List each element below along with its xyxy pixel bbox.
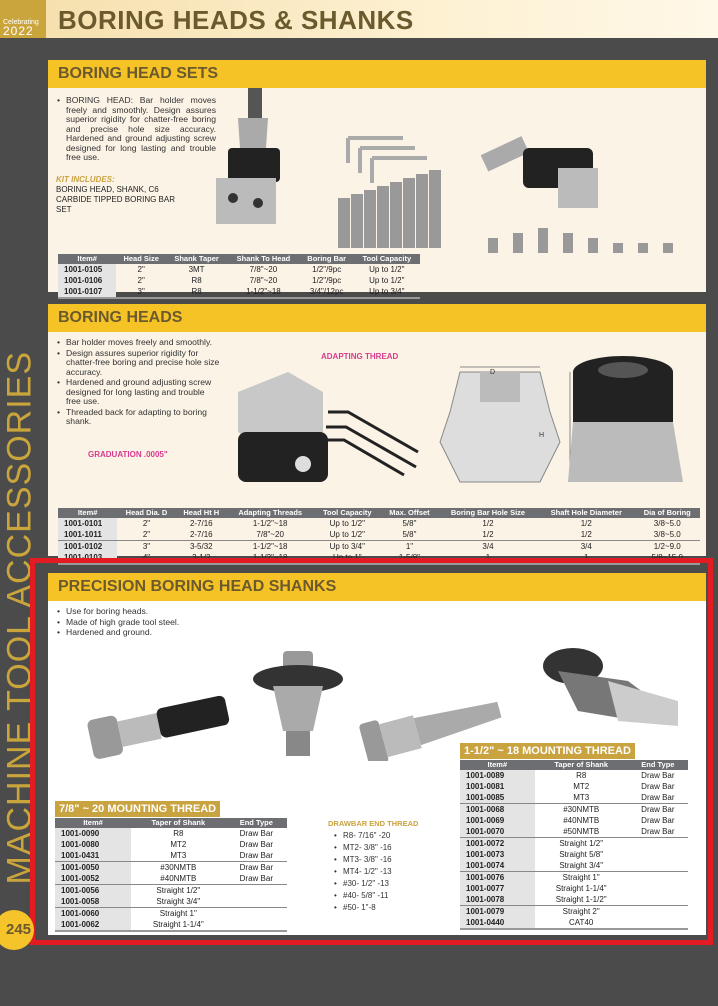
table-row [460,894,688,906]
table-cell: R8 [191,287,202,296]
table-cell: 4" [142,553,151,562]
table-cell: R8 [173,829,184,838]
diagram-h-label: H [539,432,545,439]
item-number: 1001-0058 [55,896,131,908]
table-cell: Straight 1-1/2" [555,895,607,904]
kit-label: KIT INCLUDES: [56,175,115,184]
table-cell: Straight 2" [535,906,628,918]
table-row [58,529,700,541]
table-cell: Draw Bar [239,851,273,860]
table-row [58,275,420,286]
column-header: Dia of Boring [634,508,700,518]
page-title: BORING HEADS & SHANKS [58,5,414,35]
item-number: 1001-0431 [55,850,131,862]
section-title: PRECISION BORING HEAD SHANKS [48,573,706,601]
item-number: 1001-0081 [460,781,535,792]
table-cell: MT3 [573,793,590,802]
column-header: Max. Offset [381,508,438,518]
bullet: • Use for boring heads. [56,607,256,617]
column-header: Head Size [116,254,166,264]
page-number: 245 [0,910,34,950]
column-header: Tool Capacity [314,508,381,518]
anniversary-logo [0,0,46,38]
logo-year: 2022 [3,24,34,38]
table-row [55,919,287,931]
drawbar-thread-list [333,830,453,914]
table-cell [628,849,688,860]
precision-shanks-section [48,573,706,935]
table-cell: #30NMTB [535,804,628,816]
item-number: 1001-0056 [55,885,131,897]
bullet: • Made of high grade tool steel. [56,618,256,628]
table-cell: 1" [381,541,438,553]
table-cell: 1/2~9.0 [634,541,700,553]
table-header [55,818,287,828]
item-number: 1001-0073 [460,849,535,860]
boring-head-sets-section [48,60,706,296]
item-number: 1001-0085 [460,792,535,804]
table-cell: 2" [137,276,145,285]
table-row [460,917,688,929]
table-cell [226,919,287,931]
table-cell: 3/8~5.0 [653,530,681,539]
table-cell [628,917,688,929]
item-number: 1001-0062 [55,919,131,931]
item-number: 1001-0060 [55,908,131,920]
table-row [55,839,287,850]
drawbar-thread-item: • MT4- 1/2" -13 [333,866,453,877]
table-cell: Draw Bar [226,862,287,874]
boring-head-sets-table [58,254,420,299]
table-row [55,896,287,908]
column-header: Shaft Hole Diameter [538,508,634,518]
table-cell: 1-5/8" [398,553,420,562]
table-row [460,860,688,872]
item-number: 1001-0076 [460,872,535,884]
table-cell: Straight 1/2" [535,838,628,850]
table-cell: 2" [137,265,145,274]
item-number: 1001-0106 [58,275,116,286]
item-number: 1001-0069 [460,815,535,826]
table-cell: Straight 5/8" [559,850,604,859]
table-cell [628,883,688,894]
diagram-d-label: D [490,369,496,376]
table-cell: Up to 1/2" [329,530,365,539]
table-cell: Up to 1/2" [369,265,405,274]
table-row [58,286,420,298]
table-cell: MT3 [170,851,187,860]
table-cell: R8 [576,771,587,780]
section-title: BORING HEADS [48,304,706,332]
table-cell: 3-1/2 [192,553,211,562]
table-row [460,815,688,826]
table-cell: 3/4 [538,541,634,553]
table-cell: #50NMTB [563,827,600,836]
table-row [460,849,688,860]
item-number: 1001-0102 [58,541,117,553]
item-number: 1001-0105 [58,264,116,275]
boring-heads-section [48,304,706,562]
item-number: 1001-0107 [58,286,116,298]
column-header: Adapting Threads [227,508,314,518]
table-row [55,828,287,839]
table-row [460,906,688,918]
table-cell: MT2 [170,840,187,849]
table-cell [226,896,287,908]
graduation-label: GRADUATION .0005" [88,450,168,459]
table-row [460,804,688,816]
column-header: Shank Taper [166,254,227,264]
mounting-thread-1-1-2-label: 1-1/2" ~ 18 MOUNTING THREAD [460,743,635,759]
table-cell: 3" [117,541,176,553]
table-row [460,826,688,838]
feature-list [56,607,256,639]
table-cell: 1/2"/9pc [312,276,342,285]
item-number: 1001-0074 [460,860,535,872]
item-number: 1001-0052 [55,873,131,885]
drawbar-label: DRAWBAR END THREAD [328,819,419,828]
column-header: Boring Bar [300,254,354,264]
table-cell: #40NMTB [160,874,197,883]
kit-contents: BORING HEAD, SHANK, C6 CARBIDE TIPPED BORING BAR SET [56,185,175,214]
table-cell: Up to 1" [332,553,362,562]
table-cell: Draw Bar [239,840,273,849]
table-cell: #30NMTB [131,862,226,874]
item-number: 1001-0078 [460,894,535,906]
table-cell: 3-5/32 [176,541,227,553]
item-number: 1001-0080 [55,839,131,850]
column-header: End Type [628,760,688,770]
table-cell: 2-7/16 [189,530,213,539]
table-row [55,885,287,897]
table-cell: 3/4"/12pc [309,287,344,296]
item-number: 1001-0050 [55,862,131,874]
column-header: Item# [460,760,535,770]
item-number: 1001-0079 [460,906,535,918]
column-header: Head Dia. D [117,508,176,518]
table-cell: 1 [485,553,491,562]
table-cell: Straight 1" [535,872,628,884]
item-number: 1001-0090 [55,828,131,839]
table-cell: 1-1/2"~18 [227,541,314,553]
boring-heads-table [58,508,700,565]
table-cell: Draw Bar [641,771,675,780]
table-row [55,908,287,920]
table-row [58,518,700,529]
table-cell [628,894,688,906]
column-header: Taper of Shank [535,760,628,770]
table-cell: R8 [191,276,202,285]
table-cell: Straight 1" [131,908,226,920]
item-number: 1001-1011 [58,529,117,541]
drawbar-thread-item: • #30- 1/2" -13 [333,878,453,889]
table-cell: MT2 [573,782,590,791]
table-cell [628,838,688,850]
table-cell: 5/8" [402,530,417,539]
table-cell: Draw Bar [239,829,273,838]
boring-head-image [228,352,698,492]
table-cell: Up to 1/2" [369,276,405,285]
logo-text: Celebrating [3,19,39,26]
feature-list [56,338,221,428]
drawbar-thread-item: • #40- 5/8" -11 [333,890,453,901]
table-cell: #40NMTB [563,816,600,825]
table-cell: Draw Bar [641,782,675,791]
table-cell: Draw Bar [641,827,675,836]
table-cell: Draw Bar [239,874,273,883]
table-cell: 7/8"~20 [256,530,284,539]
column-header: Item# [55,818,131,828]
table-cell: 3" [137,287,145,296]
bullet: • Hardened and ground. [56,628,256,638]
table-row [55,862,287,874]
table-cell [628,872,688,884]
table-cell: 7/8"~20 [249,265,278,274]
item-number: 1001-0440 [460,917,535,929]
table-cell: 2-7/16 [189,519,213,528]
bullet: • Threaded back for adapting to boring shank. [56,408,221,427]
item-number: 1001-0068 [460,804,535,816]
table-cell: 1/2 [580,519,592,528]
table-cell [226,908,287,920]
table-cell: Straight 3/4" [559,861,604,870]
drawbar-thread-item: • MT2- 3/8" -16 [333,842,453,853]
column-header: Taper of Shank [131,818,226,828]
table-cell: Up to 3/4" [369,287,405,296]
table-row [460,872,688,884]
column-header: Head Ht H [176,508,227,518]
bullet: • Hardened and ground adjusting screw designed for long lasting and trouble free use. [56,378,221,407]
column-header: End Type [226,818,287,828]
column-header: Item# [58,508,117,518]
item-number: 1001-0089 [460,770,535,781]
table-cell: 7/8"~20 [249,276,278,285]
table-cell: 1 [584,553,589,562]
bullet: • Design assures superior rigidity for chatter-free boring and precise hole size accuracy. [56,349,221,378]
table-cell: 1/2 [580,530,592,539]
column-header: Shank To Head [227,254,300,264]
section-title: BORING HEAD SETS [48,60,706,88]
item-number: 1001-0103 [58,552,117,564]
table-cell [628,906,688,918]
table-cell: CAT40 [569,918,594,927]
table-cell: 2" [142,519,151,528]
table-cell: Draw Bar [628,804,688,816]
table-cell [628,860,688,872]
table-header [58,254,420,264]
table-row [55,850,287,862]
table-row [58,541,700,553]
drawbar-thread-item: • R8- 7/16" -20 [333,830,453,841]
table-cell: 3/4 [438,541,538,553]
table-cell: Draw Bar [641,816,675,825]
column-header: Item# [58,254,116,264]
table-row [460,838,688,850]
table-cell: 2" [142,530,151,539]
mounting-thread-7-8-label: 7/8" ~ 20 MOUNTING THREAD [55,801,220,817]
table-cell: Straight 1-1/4" [555,884,607,893]
drawbar-thread-item: • #50- 1"-8 [333,902,453,913]
side-category-text: MACHINE TOOL ACCESSORIES [0,350,39,885]
table-cell: 1/2 [482,530,494,539]
shanks-1-1-2-table [460,760,688,930]
drawbar-thread-item: • MT3- 3/8" -16 [333,854,453,865]
table-row [460,781,688,792]
table-cell: 3MT [188,265,205,274]
table-cell: 1-1/2"~18 [246,287,281,296]
table-cell: 1/2"/9pc [312,265,342,274]
adapting-thread-label: ADAPTING THREAD [321,352,399,361]
table-cell [226,885,287,897]
table-header [460,760,688,770]
table-cell: 1-1/2"~18 [252,553,288,562]
table-row [460,792,688,804]
bullet: • BORING HEAD: Bar holder moves freely and smoothly. Design assures superior rigidity for chatter-free boring and precise hole size accuracy. Hardened and ground adjusting screw designed for long lasting and trouble free use. [56,96,216,163]
table-header [58,508,700,518]
table-cell: Draw Bar [641,793,675,802]
table-cell: 1/2 [482,519,494,528]
table-cell: Up to 1/2" [329,519,365,528]
table-cell: 5/8" [402,519,417,528]
item-number: 1001-0070 [460,826,535,838]
table-cell: Straight 1-1/4" [152,920,204,929]
item-number: 1001-0077 [460,883,535,894]
table-cell: Straight 1/2" [131,885,226,897]
bullet: • Bar holder moves freely and smoothly. [56,338,221,348]
column-header: Boring Bar Hole Size [438,508,538,518]
table-cell: 1-1/2"~18 [252,519,288,528]
table-cell: Straight 3/4" [156,897,201,906]
item-number: 1001-0101 [58,518,117,529]
column-header: Tool Capacity [354,254,420,264]
shanks-7-8-table [55,818,287,932]
table-cell: Up to 3/4" [314,541,381,553]
table-row [58,264,420,275]
table-cell: 5/8~15.0 [651,553,683,562]
table-row [460,770,688,781]
table-row [55,873,287,885]
table-cell: 3/8~5.0 [653,519,681,528]
item-number: 1001-0072 [460,838,535,850]
boring-head-set-image [188,88,708,253]
table-row [460,883,688,894]
